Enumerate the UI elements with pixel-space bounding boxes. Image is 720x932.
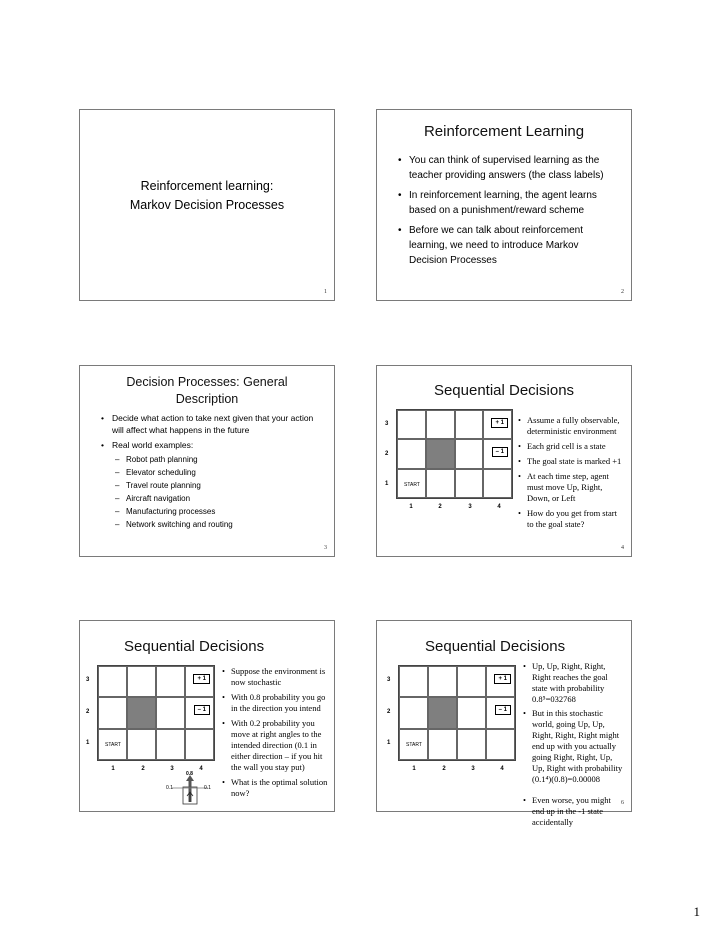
slide-2-bullets [397,153,611,273]
slide-3 [79,365,335,557]
bullet: • Up, Up, Right, Right, Right reaches the goal state with probability 0.8⁵=032768 [522,661,625,705]
col-label: 3 [468,504,472,510]
slide-number: 2 [621,289,624,295]
grid-cell [397,439,426,468]
grid-cell [457,666,486,697]
slide-4-title: Sequential Decisions [433,382,575,399]
row-label: 1 [86,740,90,746]
grid-cell [156,666,185,697]
grid-cell [185,729,214,760]
grid-cell-penalty [185,697,214,728]
slide-5-bullets [221,666,328,803]
minus-one-label: – 1 [492,447,508,457]
row-label: 3 [387,677,391,683]
col-label: 1 [412,766,416,772]
page-number: 1 [693,904,700,919]
prob-left: 0.1 [166,785,173,791]
grid-cell [455,469,484,498]
slide-2 [376,109,632,301]
slide-3-title-line-2: Description [175,392,239,406]
plus-one-label: + 1 [491,418,508,428]
row-label: 3 [385,421,389,427]
plus-one-label: + 1 [193,674,210,684]
bullet: • What is the optimal solution now? [221,777,328,799]
slide-6 [376,620,632,827]
slide-4-bullets [517,415,625,534]
col-label: 1 [409,504,413,510]
row-label: 2 [86,709,90,715]
slide-5-title: Sequential Decisions [124,638,265,655]
bullet: • Decide what action to take next given that your action will affect what happens in the future [100,412,320,436]
grid-cell [486,729,515,760]
grid-cell-start [397,469,426,498]
grid-cell [426,410,455,439]
bullet: • The goal state is marked +1 [517,456,625,467]
sub-bullet: – Manufacturing processes [112,505,320,518]
grid-cell-start [399,729,428,760]
bullet: • In reinforcement learning, the agent learns based on a punishment/reward scheme [397,188,611,218]
grid-cell-start [98,729,127,760]
col-label: 2 [442,766,446,772]
col-label: 2 [438,504,442,510]
row-label: 1 [387,740,391,746]
slide-number: 6 [621,800,624,806]
grid-cell [399,666,428,697]
grid-cell [399,697,428,728]
bullet: • At each time step, agent must move Up, Right, Down, or Left [517,471,625,504]
grid-cell-wall [428,697,457,728]
grid-cell [428,729,457,760]
grid-cell [156,697,185,728]
grid-cell [98,666,127,697]
grid-cell-goal [185,666,214,697]
bullet: • How do you get from start to the goal state? [517,508,625,530]
slide-6-bullets [522,661,625,832]
grid-cell [426,469,455,498]
sub-bullet: – Travel route planning [112,479,320,492]
slide-2-title: Reinforcement Learning [423,123,585,140]
grid-cell [455,439,484,468]
grid-cell-penalty [486,697,515,728]
row-label: 3 [86,677,90,683]
grid-cell [457,697,486,728]
bullet: • With 0.8 probability you go in the direction you intend [221,692,328,714]
minus-one-label: – 1 [194,705,210,715]
grid-world [97,665,215,761]
bullet: • With 0.2 probability you move at right angles to the intended direction (0.1 in either direction – if you hit the wall you stay put) [221,718,328,773]
slide-number: 1 [324,289,327,295]
sub-bullet: – Elevator scheduling [112,466,320,479]
col-label: 2 [141,766,145,772]
sub-bullets [112,453,320,531]
slide-1-title-line-2: Markov Decision Processes [129,198,285,212]
grid-cell [397,410,426,439]
slide-number: 4 [621,545,624,551]
slide-1-title-line-1: Reinforcement learning: [140,179,274,193]
grid-cell [98,697,127,728]
grid-cell [428,666,457,697]
transition-diagram [162,774,216,808]
slide-1 [79,109,335,301]
plus-one-label: + 1 [494,674,511,684]
bullet: • But in this stochastic world, going Up, Up, Right, Right, Right might end up with you actually going Right, Right, Up, Up, Right with probability (0.1⁴)(0.8)=0.00008 [522,708,625,785]
col-label: 4 [199,766,203,772]
slide-5 [79,620,335,812]
start-label: START [105,741,121,748]
prob-right: 0.1 [204,785,211,791]
grid-cell [483,469,512,498]
grid-world [398,665,516,761]
bullet-text: Real world examples: [112,440,194,450]
start-label: START [404,481,420,488]
grid-cell-wall [127,697,156,728]
grid-cell-goal [486,666,515,697]
sub-bullet: – Aircraft navigation [112,492,320,505]
grid-cell-wall [426,439,455,468]
slide-6-title: Sequential Decisions [425,638,566,655]
col-label: 1 [111,766,115,772]
grid-cell [127,666,156,697]
bullet: • You can think of supervised learning as the teacher providing answers (the class labels) [397,153,611,183]
prob-up: 0.8 [186,771,193,777]
grid-world [396,409,513,499]
slide-3-title-line-1: Decision Processes: General [126,375,288,389]
slide-3-bullets [100,412,320,531]
sub-bullet: – Robot path planning [112,453,320,466]
col-label: 3 [471,766,475,772]
grid-cell-goal [483,410,512,439]
sub-bullet: – Network switching and routing [112,518,320,531]
slide-4 [376,365,632,557]
slide-number: 3 [324,545,327,551]
grid-cell [455,410,484,439]
bullet: • Even worse, you might end up in the -1 state accidentally [522,795,625,828]
row-label: 2 [385,451,389,457]
bullet: • Each grid cell is a state [517,441,625,452]
col-label: 3 [170,766,174,772]
bullet: • Suppose the environment is now stochastic [221,666,328,688]
grid-cell [457,729,486,760]
bullet: • Assume a fully observable, deterministic environment [517,415,625,437]
row-label: 1 [385,481,389,487]
bullet: • Before we can talk about reinforcement learning, we need to introduce Markov Decision Processes [397,223,611,268]
row-label: 2 [387,709,391,715]
grid-cell [127,729,156,760]
col-label: 4 [497,504,501,510]
start-label: START [406,741,422,748]
grid-cell [156,729,185,760]
minus-one-label: – 1 [495,705,511,715]
bullet [100,439,320,531]
grid-cell-penalty [483,439,512,468]
col-label: 4 [500,766,504,772]
